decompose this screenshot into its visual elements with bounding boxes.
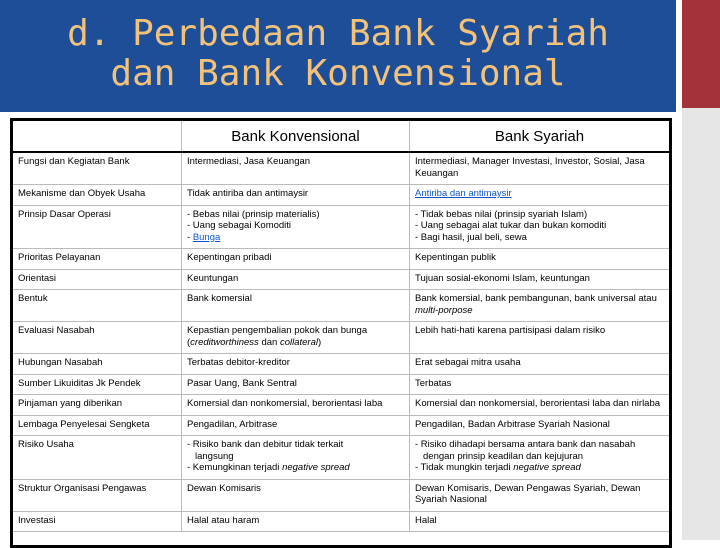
cell-line: dengan prinsip keadilan dan kejujuran xyxy=(423,450,584,462)
konvensional-cell: Kepentingan pribadi xyxy=(182,249,410,270)
row-label: Pinjaman yang diberikan xyxy=(13,395,182,416)
cell-line xyxy=(415,462,665,474)
title-divider xyxy=(0,112,676,116)
konvensional-cell: Tidak antiriba dan antimaysir xyxy=(182,185,410,206)
row-label: Hubungan Nasabah xyxy=(13,354,182,375)
syariah-cell: Halal xyxy=(410,511,670,532)
cell-line: - Bagi hasil, jual beli, sewa xyxy=(415,231,527,243)
cell-line: - Risiko bank dan debitur tidak terkait xyxy=(187,439,344,450)
table-row xyxy=(13,511,669,532)
table-row xyxy=(13,436,669,480)
cell-line xyxy=(187,337,405,349)
cell-text: - Tidak mungkin terjadi xyxy=(415,462,514,473)
cell-line xyxy=(187,232,405,244)
row-label: Risiko Usaha xyxy=(13,436,182,480)
syariah-cell: Tujuan sosial-ekonomi Islam, keuntungan xyxy=(410,269,670,290)
cell-line: langsung xyxy=(195,450,234,462)
konvensional-cell: Pengadilan, Arbitrase xyxy=(182,415,410,436)
cell-line: - Uang sebagai alat tukar dan bukan komoditi xyxy=(415,220,607,231)
cell-text-italic: negative spread xyxy=(282,462,350,473)
row-label: Investasi xyxy=(13,511,182,532)
row-label: Orientasi xyxy=(13,269,182,290)
cell-text: Bank komersial, bank pembangunan, bank universal atau xyxy=(415,293,657,304)
slide-title xyxy=(0,14,676,94)
cell-text-italic: multi-porpose xyxy=(415,304,473,316)
header-bank-syariah: Bank Syariah xyxy=(410,121,670,152)
syariah-cell xyxy=(410,205,670,249)
cell-text: ) xyxy=(317,336,322,348)
row-label: Sumber Likuiditas Jk Pendek xyxy=(13,374,182,395)
header-bank-konvensional: Bank Konvensional xyxy=(182,121,410,152)
table-row xyxy=(13,152,669,185)
cell-text: - xyxy=(187,231,193,243)
table-row xyxy=(13,354,669,375)
konvensional-cell xyxy=(182,322,410,354)
syariah-cell xyxy=(410,290,670,322)
konvensional-cell: Bank komersial xyxy=(182,290,410,322)
row-label: Mekanisme dan Obyek Usaha xyxy=(13,185,182,206)
konvensional-cell: Terbatas debitor-kreditor xyxy=(182,354,410,375)
konvensional-cell: Dewan Komisaris xyxy=(182,479,410,511)
syariah-cell: Dewan Komisaris, Dewan Pengawas Syariah, Dewan Syariah Nasional xyxy=(410,479,670,511)
comparison-table-container xyxy=(10,118,672,548)
table-row xyxy=(13,269,669,290)
syariah-cell: Lebih hati-hati karena partisipasi dalam risiko xyxy=(410,322,670,354)
cell-text-italic: creditworthiness xyxy=(190,336,259,348)
cell-line: - Risiko dihadapi bersama antara bank dan nasabah xyxy=(415,439,636,450)
syariah-cell: Erat sebagai mitra usaha xyxy=(410,354,670,375)
table-row xyxy=(13,185,669,206)
slide-title-line-2: dan Bank Konvensional xyxy=(110,53,566,94)
row-label: Lembaga Penyelesai Sengketa xyxy=(13,415,182,436)
table-row xyxy=(13,395,669,416)
row-label: Struktur Organisasi Pengawas xyxy=(13,479,182,511)
row-label: Prinsip Dasar Operasi xyxy=(13,205,182,249)
table-row xyxy=(13,205,669,249)
comparison-table xyxy=(13,121,669,532)
row-label: Prioritas Pelayanan xyxy=(13,249,182,270)
syariah-cell: Intermediasi, Manager Investasi, Investor, Sosial, Jasa Keuangan xyxy=(410,152,670,185)
syariah-cell xyxy=(410,185,670,206)
bunga-link[interactable]: Bunga xyxy=(192,231,221,243)
cell-text: ( xyxy=(187,336,191,348)
header-aspect xyxy=(13,121,182,152)
cell-line: Kepastian pengembalian pokok dan bunga xyxy=(187,325,368,336)
table-row xyxy=(13,322,669,354)
cell-text-italic: negative spread xyxy=(513,462,581,473)
cell-text: dan xyxy=(258,336,280,348)
konvensional-cell: Halal atau haram xyxy=(182,511,410,532)
syariah-cell: Pengadilan, Badan Arbitrase Syariah Nasional xyxy=(410,415,670,436)
table-row xyxy=(13,479,669,511)
slide-title-line-1: d. Perbedaan Bank Syariah xyxy=(67,13,609,54)
konvensional-cell xyxy=(182,205,410,249)
row-label: Fungsi dan Kegiatan Bank xyxy=(13,152,182,185)
konvensional-cell: Keuntungan xyxy=(182,269,410,290)
side-accent-gray xyxy=(682,108,720,540)
cell-line: - Tidak bebas nilai (prinsip syariah Islam) xyxy=(415,208,588,220)
konvensional-cell: Intermediasi, Jasa Keuangan xyxy=(182,152,410,185)
syariah-cell xyxy=(410,436,670,480)
table-row xyxy=(13,415,669,436)
cell-text-italic: collateral xyxy=(279,336,318,348)
row-label: Bentuk xyxy=(13,290,182,322)
cell-line: - Uang sebagai Komoditi xyxy=(187,220,292,231)
table-row xyxy=(13,249,669,270)
table-row xyxy=(13,290,669,322)
cell-line: - Bebas nilai (prinsip materialis) xyxy=(187,208,320,220)
cell-text: - Kemungkinan terjadi xyxy=(187,462,283,473)
konvensional-cell xyxy=(182,436,410,480)
table-row xyxy=(13,374,669,395)
cell-line xyxy=(187,462,405,474)
syariah-cell: Komersial dan nonkomersial, berorientasi laba dan nirlaba xyxy=(410,395,670,416)
konvensional-cell: Komersial dan nonkomersial, berorientasi laba xyxy=(182,395,410,416)
table-header-row xyxy=(13,121,669,152)
row-label: Evaluasi Nasabah xyxy=(13,322,182,354)
syariah-cell: Kepentingan publik xyxy=(410,249,670,270)
antiriba-link[interactable]: Antiriba dan antimaysir xyxy=(415,188,512,199)
konvensional-cell: Pasar Uang, Bank Sentral xyxy=(182,374,410,395)
side-accent-red xyxy=(682,0,720,108)
syariah-cell: Terbatas xyxy=(410,374,670,395)
